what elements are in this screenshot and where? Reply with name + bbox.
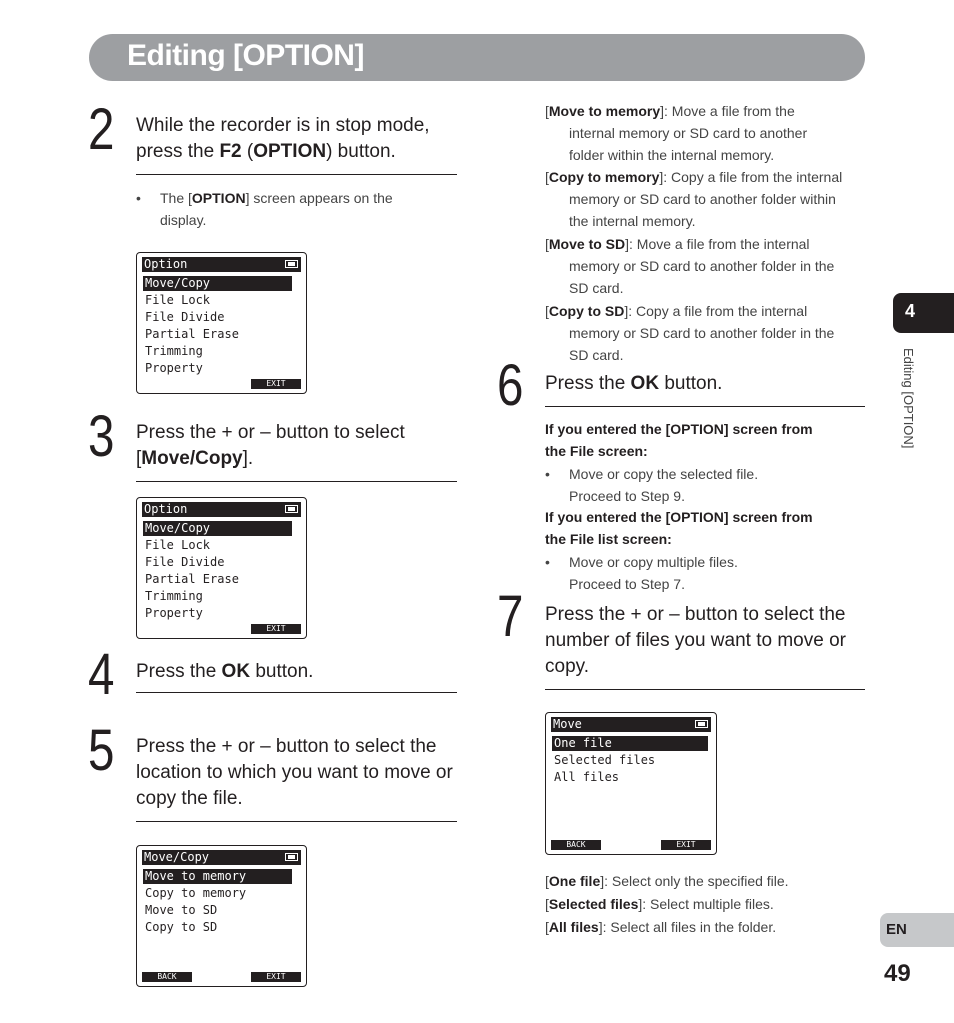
battery-icon: [285, 505, 298, 513]
lcd-title-bar: Option: [142, 257, 301, 272]
condition-file-list-screen-note: • Move or copy multiple files. Proceed to Step 7.: [545, 554, 738, 592]
step-2-note: • The [OPTION] screen appears on the display.: [136, 190, 393, 228]
menu-item-file-lock[interactable]: File Lock: [145, 538, 211, 552]
definition-move-to-memory: [Move to memory]: Move a file from the internal memory or SD card to another folder within the internal memory.: [545, 103, 808, 163]
menu-item-file-divide[interactable]: File Divide: [145, 310, 225, 324]
menu-item-copy-to-sd[interactable]: Copy to SD: [145, 920, 218, 934]
condition-file-screen: If you entered the [OPTION] screen from the File screen:: [545, 421, 813, 459]
step-5-text: Press the + or – button to select the location to which you want to move or copy the file.: [136, 736, 453, 809]
step-2-text: While the recorder is in stop mode, press the F2 (OPTION) button.: [136, 115, 430, 162]
menu-item-selected-files[interactable]: Selected files: [554, 753, 656, 767]
divider: [136, 174, 457, 175]
menu-item-one-file[interactable]: One file: [552, 736, 708, 751]
definition-all-files: [All files]: Select all files in the folder.: [545, 919, 777, 935]
divider: [136, 481, 457, 482]
menu-item-property[interactable]: Property: [145, 361, 203, 375]
battery-icon: [695, 720, 708, 728]
definition-selected-files: [Selected files]: Select multiple files.: [545, 896, 774, 912]
divider: [136, 692, 457, 693]
page-title: Editing [OPTION]: [127, 39, 364, 72]
divider: [136, 821, 457, 822]
lcd-title-bar: Move: [551, 717, 711, 732]
menu-item-file-lock[interactable]: File Lock: [145, 293, 211, 307]
lcd-option-screen-1: [136, 252, 307, 394]
menu-item-trimming[interactable]: Trimming: [145, 589, 203, 603]
back-button[interactable]: BACK: [551, 840, 601, 850]
definition-one-file: [One file]: Select only the specified file.: [545, 873, 789, 889]
menu-item-partial-erase[interactable]: Partial Erase: [145, 327, 239, 341]
menu-item-move-copy[interactable]: Move/Copy: [143, 521, 292, 536]
step-4-number: 4: [88, 642, 115, 707]
menu-item-trimming[interactable]: Trimming: [145, 344, 203, 358]
chapter-side-label: Editing [OPTION]: [901, 348, 916, 449]
battery-icon: [285, 853, 298, 861]
step-4-text: Press the OK button.: [136, 661, 314, 682]
lcd-title-bar: Move/Copy: [142, 850, 301, 865]
step-2-number: 2: [88, 97, 115, 162]
lcd-option-screen-2: [136, 497, 307, 639]
menu-item-move-to-sd[interactable]: Move to SD: [145, 903, 218, 917]
menu-item-property[interactable]: Property: [145, 606, 203, 620]
divider: [545, 406, 865, 407]
battery-icon: [285, 260, 298, 268]
step-7-number: 7: [497, 584, 524, 649]
step-3-text: Press the + or – button to select [Move/Copy].: [136, 422, 405, 469]
exit-button[interactable]: EXIT: [251, 379, 301, 389]
step-6-number: 6: [497, 353, 524, 418]
lcd-move-screen: [545, 712, 717, 855]
lcd-move-copy-screen: [136, 845, 307, 987]
chapter-tab: 4: [893, 293, 954, 333]
menu-item-move-copy[interactable]: Move/Copy: [143, 276, 292, 291]
definition-copy-to-memory: [Copy to memory]: Copy a file from the internal memory or SD card to another folder within the internal memory.: [545, 169, 843, 229]
page-number: 49: [884, 960, 911, 987]
step-7-text: Press the + or – button to select the number of files you want to move or copy.: [545, 604, 846, 677]
menu-item-file-divide[interactable]: File Divide: [145, 555, 225, 569]
condition-file-screen-note: • Move or copy the selected file. Proceed to Step 9.: [545, 466, 759, 504]
exit-button[interactable]: EXIT: [251, 624, 301, 634]
step-3-number: 3: [88, 404, 115, 469]
condition-file-list-screen: If you entered the [OPTION] screen from the File list screen:: [545, 509, 813, 547]
page-header: [89, 34, 865, 81]
menu-item-copy-to-memory[interactable]: Copy to memory: [145, 886, 247, 900]
menu-item-move-to-memory[interactable]: Move to memory: [143, 869, 292, 884]
exit-button[interactable]: EXIT: [661, 840, 711, 850]
definition-move-to-sd: [Move to SD]: Move a file from the internal memory or SD card to another folder in the SD card.: [545, 236, 835, 296]
menu-item-partial-erase[interactable]: Partial Erase: [145, 572, 239, 586]
step-6-text: Press the OK button.: [545, 373, 723, 394]
back-button[interactable]: BACK: [142, 972, 192, 982]
lcd-title-bar: Option: [142, 502, 301, 517]
exit-button[interactable]: EXIT: [251, 972, 301, 982]
menu-item-all-files[interactable]: All files: [554, 770, 620, 784]
step-5-number: 5: [88, 718, 115, 783]
language-tab: EN: [880, 913, 954, 947]
definition-copy-to-sd: [Copy to SD]: Copy a file from the internal memory or SD card to another folder in the SD card.: [545, 303, 835, 363]
divider: [545, 689, 865, 690]
